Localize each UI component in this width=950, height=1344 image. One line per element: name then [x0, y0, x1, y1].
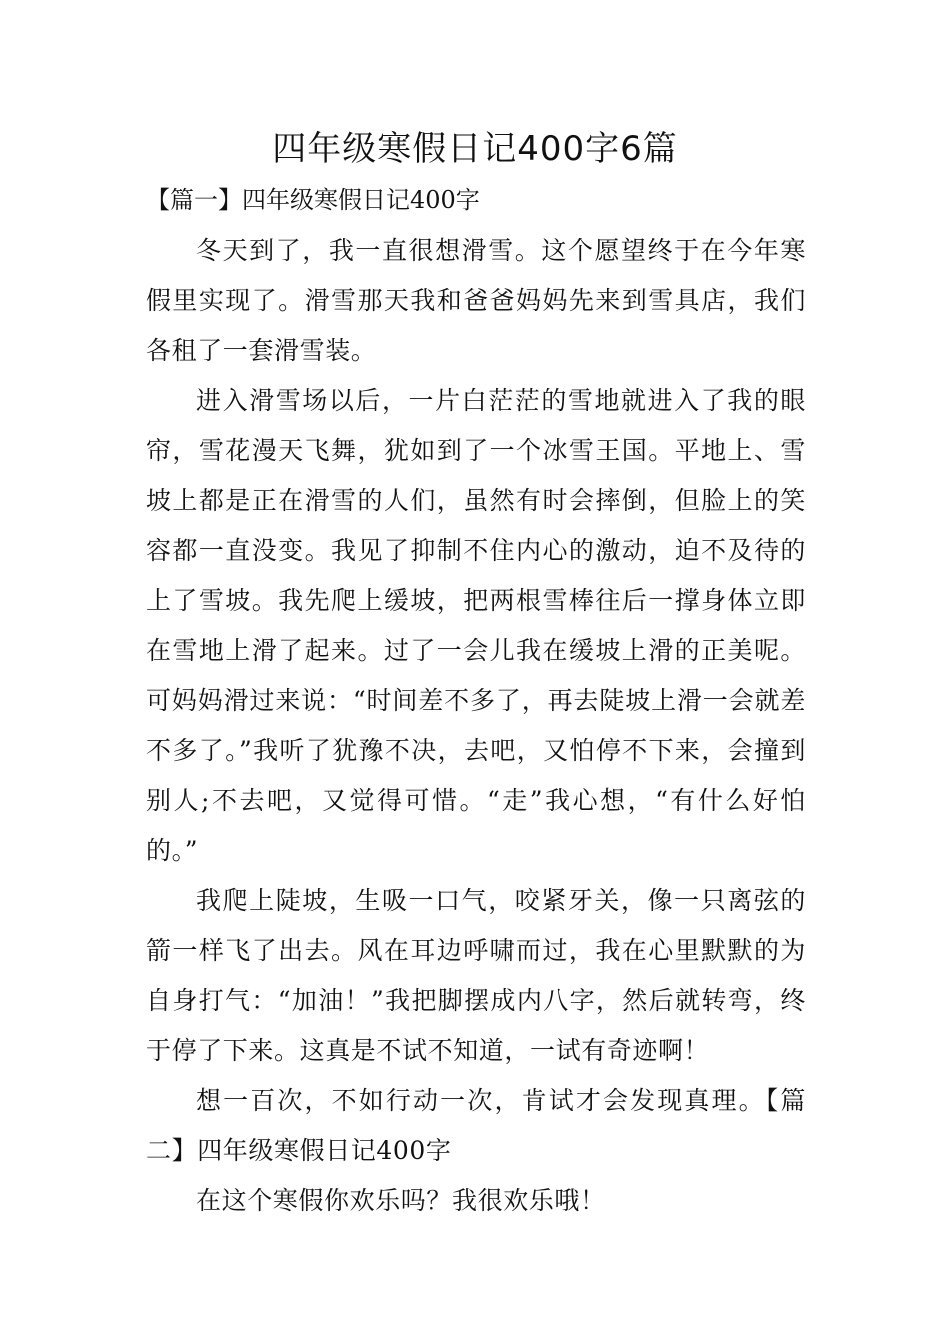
paragraph: 我爬上陡坡，生吸一口气，咬紧牙关，像一只离弦的箭一样飞了出去。风在耳边呼啸而过，我在心里默默的为自身打气：“加油！”我把脚摆成内八字，然后就转弯，终于停了下来。这真是不试不知道，一试有奇迹啊！ [146, 886, 806, 1065]
paragraph: 冬天到了，我一直很想滑雪。这个愿望终于在今年寒假里实现了。滑雪那天我和爸爸妈妈先来到雪具店，我们各租了一套滑雪装。 [146, 236, 806, 365]
paragraph: 在这个寒假你欢乐吗？我很欢乐哦！ [196, 1186, 606, 1215]
document-title: 四年级寒假日记400字6篇 [272, 129, 678, 169]
paragraph: 想一百次，不如行动一次，肯试才会发现真理。【篇二】四年级寒假日记400字 [146, 1086, 806, 1165]
body-text [146, 226, 806, 1226]
section-heading: 【篇一】四年级寒假日记400字 [146, 186, 480, 214]
paragraph: 进入滑雪场以后，一片白茫茫的雪地就进入了我的眼帘，雪花漫天飞舞，犹如到了一个冰雪王国。平地上、雪坡上都是正在滑雪的人们，虽然有时会摔倒，但脸上的笑容都一直没变。我见了抑制不住内心的激动，迫不及待的上了雪坡。我先爬上缓坡，把两根雪棒往后一撑身体立即在雪地上滑了起来。过了一会儿我在缓坡上滑的正美呢。可妈妈滑过来说：“时间差不多了，再去陡坡上滑一会就差不多了。”我听了犹豫不决，去吧，又怕停不下来，会撞到别人;不去吧，又觉得可惜。“走”我心想，“有什么好怕的。” [146, 386, 806, 865]
